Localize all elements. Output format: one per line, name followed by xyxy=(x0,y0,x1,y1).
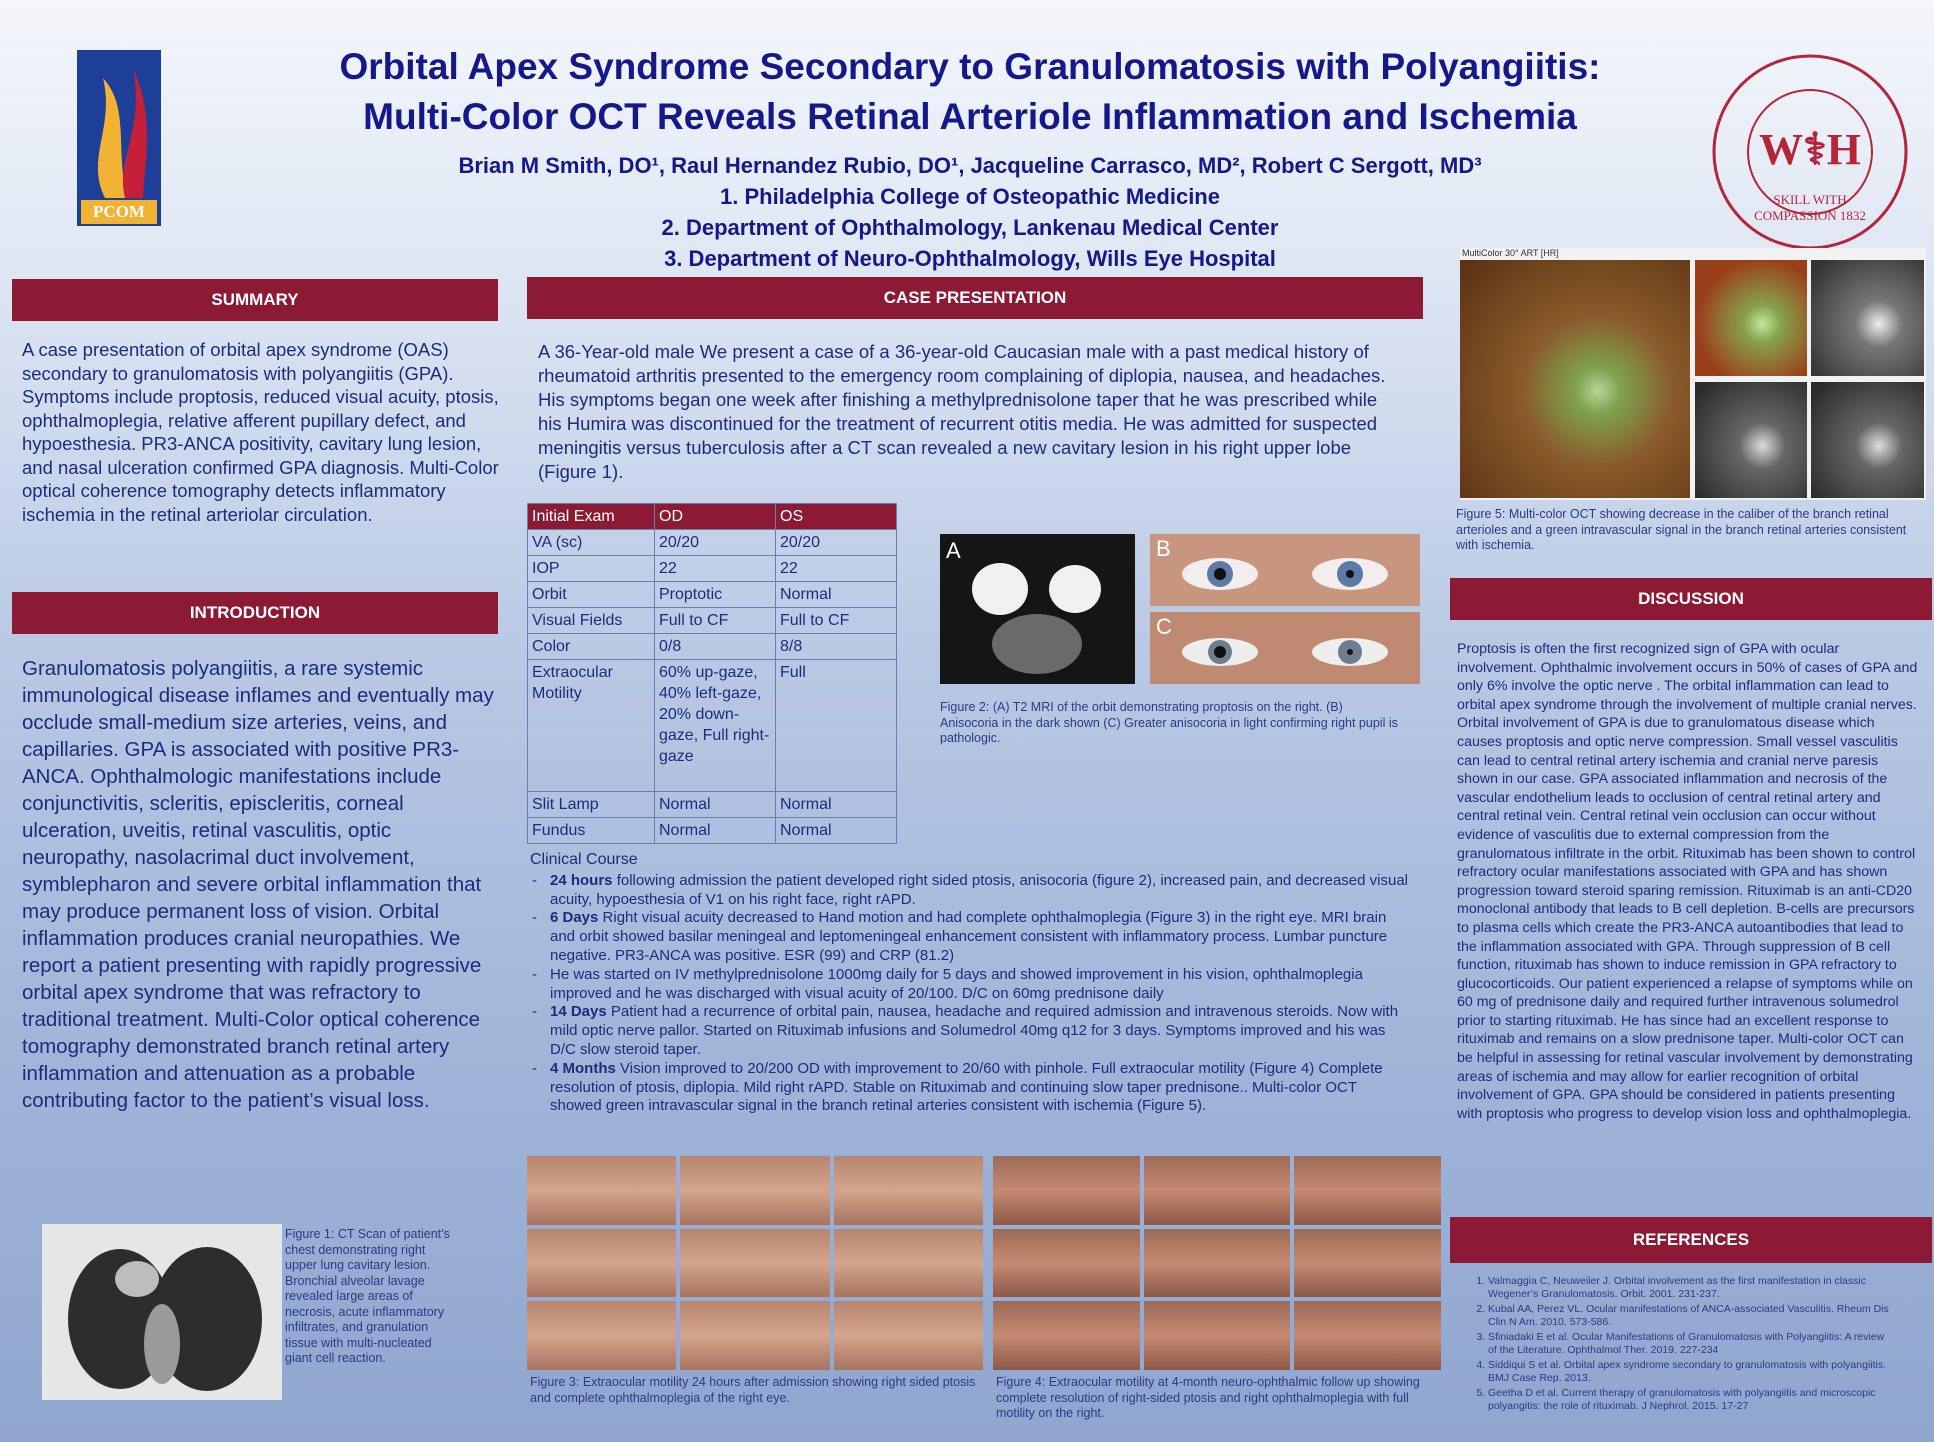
motility-photo xyxy=(1144,1301,1291,1370)
exam-cell: Full to CF xyxy=(776,608,897,634)
exam-cell: VA (sc) xyxy=(528,530,655,556)
motility-photo xyxy=(834,1156,983,1225)
case-text: A 36-Year-old male We present a case of a 36-year-old Caucasian male with a past medical history of rheumatoid arthritis presented to the emergency room complaining of diplopia, nausea, and headaches. His symptoms began one week after finishing a methylprednisolone taper that he was prescribed while his Humira was discontinued for the treatment of recurrent otitis media. He was admitted for suspected meningitis versus tuberculosis after a CT scan revealed a new cavitary lesion in his right upper lobe (Figure 1). xyxy=(538,341,1386,482)
figure5-caption-text: Multi-color OCT showing decrease in the caliber of the branch retinal arterioles and a green intravascular signal in the branch retinal arteries consistent with ischemia. xyxy=(1456,507,1907,552)
affiliation-2: 2. Department of Ophthalmology, Lankenau Medical Center xyxy=(661,215,1279,240)
course-text: He was started on IV methylprednisolone 1000mg daily for 5 days and showed improvement in his vision, ophthalmoplegia improved and he was discharged with visual acuity of 20/100. D/C on 60mg prednisone daily xyxy=(550,965,1363,1002)
figure3-caption-label: Figure 3: xyxy=(530,1375,580,1389)
title-line-1: Orbital Apex Syndrome Secondary to Granulomatosis with Polyangiitis: xyxy=(339,46,1601,87)
list-item xyxy=(550,872,1410,910)
figure2-caption-text: (A) T2 MRI of the orbit demonstrating proptosis on the right. (B) Anisocoria in the dark shown (C) Greater anisocoria in light confirming right pupil is pathologic. xyxy=(940,700,1398,745)
table-row xyxy=(528,818,897,844)
figure4-motility-grid xyxy=(993,1156,1441,1370)
reference-item: 3. Sfiniadaki E et al. Ocular Manifestations of Granulomatosis with Polyangiitis: A review of the Literature. Ophthalmol Ther. 2019. 227-234 xyxy=(1488,1331,1890,1357)
list-item xyxy=(550,966,1410,1004)
motility-photo xyxy=(1144,1229,1291,1298)
table-row xyxy=(528,634,897,660)
references-heading: REFERENCES xyxy=(1450,1217,1932,1263)
list-item xyxy=(550,1060,1410,1116)
introduction-text: Granulomatosis polyangiitis, a rare systemic immunological disease inflames and eventually may occlude small-medium size arteries, veins, and capillaries. GPA is associated with positive PR3-ANCA. Ophthalmologic manifestations include conjunctivitis, scleritis, episcleritis, corneal ulceration, uveitis, retinal vasculitis, optic neuropathy, nasolacrimal duct involvement, symblepharon and severe orbital inflammation that may produce permanent loss of vision. Orbital inflammation produces cranial neuropathies. We report a patient presenting with rapidly progressive orbital apex syndrome that was refractory to traditional treatment. Multi-Color optical coherence tomography demonstrated branch retinal artery inflammation and attenuation as a probable contributing factor to the patient’s visual loss. xyxy=(22,657,494,1112)
case-heading: CASE PRESENTATION xyxy=(527,277,1423,319)
exam-cell: 60% up-gaze, 40% left-gaze, 20% down-gaze, Full right-gaze xyxy=(655,660,776,792)
motility-photo xyxy=(680,1156,829,1225)
chest-ct-image xyxy=(42,1224,282,1400)
authors: Brian M Smith, DO¹, Raul Hernandez Rubio, DO¹, Jacqueline Carrasco, MD², Robert C Sergott, MD³ xyxy=(458,153,1482,178)
course-bold: 6 Days xyxy=(550,909,599,927)
pcom-logo xyxy=(75,48,163,228)
motility-photo xyxy=(834,1229,983,1298)
exam-cell: 8/8 xyxy=(776,634,897,660)
pcom-logo-text: PCOM xyxy=(93,202,145,221)
figure4-caption-text: Extraocular motility at 4-month neuro-ophthalmic follow up showing complete resolution of right-sided ptosis and right ophthalmoplegia with full motility on the right. xyxy=(996,1375,1420,1420)
exam-cell: Fundus xyxy=(528,818,655,844)
exam-cell: 20/20 xyxy=(776,530,897,556)
discussion-text: Proptosis is often the first recognized sign of GPA with ocular involvement. Ophthalmic involvement occurs in 50% of cases of GPA and only 6% involve the optic nerve . The orbital inflammation can lead to orbital apex syndrome through the involvement of multiple cranial nerves. Orbital involvement of GPA is due to granulomatous disease which causes proptosis and optic nerve compression. Small vessel vasculitis can lead to central retinal artery ischemia and cranial nerve paresis shown in our case. GPA associated inflammation and necrosis of the vascular endothelium leads to occlusion of central retinal artery and central retinal vein. Central retinal vein occlusion can occur without evidence of vasculitis due to external compression from the granulomatous infiltrate in the orbit. Rituximab has been shown to control refractory ocular manifestations associated with GPA and has shown progression toward steroid sparing remission. Rituximab is an anti-CD20 monoclonal antibody that leads to B cell depletion. B-cells are precursors to plasma cells which create the PR3-ANCA autoantibodies that lead to the inflammation associated with GPA. Through suppression of B cell function, rituximab has shown to induce remission in GPA refractory to glucocorticoids. Our patient experienced a relapse of symptoms while on 60 mg of prednisone daily and required further intravenous solumedrol prior to starting rituximab. He has since had an excellent response to rituximab and remains on a slow prednisone taper. Multi-color OCT can be helpful in assessing for retinal vascular involvement by demonstrating areas of ischemia and may allow for earlier recognition of orbital involvement of GPA. GPA should be considered in patients presenting with proptosis who progress to develop vision loss and ophthalmoplegia. xyxy=(1457,641,1918,1122)
list-item xyxy=(550,1003,1410,1059)
reference-item: 1. Valmaggia C, Neuweiler J. Orbital involvement as the first manifestation in classic Wegener’s Granulomatosis. Orbit. 2001. 231-237. xyxy=(1488,1275,1890,1301)
figure2-caption-label: Figure 2: xyxy=(940,700,990,714)
course-bold: 14 Days xyxy=(550,1003,607,1021)
title-line-2: Multi-Color OCT Reveals Retinal Arteriole Inflammation and Ischemia xyxy=(363,96,1577,137)
motility-photo xyxy=(680,1229,829,1298)
mri-orbit-image xyxy=(940,534,1135,684)
motility-photo xyxy=(993,1156,1140,1225)
svg-text:W⚕H: W⚕H xyxy=(1758,125,1862,174)
exam-cell: Normal xyxy=(655,792,776,818)
course-text: Patient had a recurrence of orbital pain, nausea, headache and required admission and intravenous steroids. Now with mild optic nerve pallor. Started on Rituximab infusions and Solumedrol 40mg q12 for 3 days. Symptoms improved and his was D/C slow steroid taper. xyxy=(550,1003,1399,1058)
figure2-caption xyxy=(940,700,1400,747)
exam-cell: Visual Fields xyxy=(528,608,655,634)
figure1-caption-text: CT Scan of patient’s chest demonstrating right upper lung cavitary lesion. Bronchial alveolar lavage revealed large areas of necrosis, acute inflammatory infiltrates, and granulation tissue with multi-nucleated giant cell reaction. xyxy=(285,1227,450,1365)
reference-item: 5. Geetha D et al. Current therapy of granulomatosis with polyangiitis and microscopic polyangitis: the role of rituximab. J Nephrol. 2015. 17-27 xyxy=(1488,1387,1890,1413)
table-row xyxy=(528,660,897,792)
figure2-label-b: B xyxy=(1156,536,1171,561)
motility-photo xyxy=(1294,1229,1441,1298)
motility-photo xyxy=(1144,1156,1291,1225)
discussion-heading: DISCUSSION xyxy=(1450,578,1932,620)
exam-cell: 22 xyxy=(776,556,897,582)
figure5-caption xyxy=(1456,507,1926,554)
exam-header-os: OS xyxy=(776,504,897,530)
oct-thumbnail xyxy=(1811,260,1924,376)
exam-cell: Normal xyxy=(776,792,897,818)
motility-photo xyxy=(1294,1301,1441,1370)
course-text: Vision improved to 20/200 OD with improvement to 20/60 with pinhole. Full extraocular motility (Figure 4) Complete resolution of ptosis, diplopia. Mild right rAPD. Stable on Rituximab and continuing slow taper prednisone.. Multi-color OCT showed green intravascular signal in the branch retinal arteries consistent with ischemia (Figure 5). xyxy=(550,1059,1383,1115)
exam-cell: 0/8 xyxy=(655,634,776,660)
introduction-heading: INTRODUCTION xyxy=(12,592,498,634)
table-row xyxy=(528,608,897,634)
exam-cell: Color xyxy=(528,634,655,660)
exam-cell: Extraocular Motility xyxy=(528,660,655,792)
course-text: following admission the patient developed right sided ptosis, anisocoria (figure 2), increased pain, and decreased visual acuity, hypoesthesia of V1 on his right face, right rAPD. xyxy=(550,871,1408,908)
wills-eye-seal xyxy=(1700,52,1920,252)
exam-cell: Normal xyxy=(776,818,897,844)
affiliation-1: 1. Philadelphia College of Osteopathic Medicine xyxy=(720,184,1220,209)
motility-photo xyxy=(680,1301,829,1370)
exam-header-label: Initial Exam xyxy=(528,504,655,530)
exam-cell: IOP xyxy=(528,556,655,582)
motility-photo xyxy=(993,1229,1140,1298)
references-list xyxy=(1460,1275,1890,1415)
oct-thumbnail xyxy=(1811,382,1924,498)
motility-photo xyxy=(527,1156,676,1225)
motility-photo xyxy=(834,1301,983,1370)
course-bold: 24 hours xyxy=(550,871,613,889)
figure2-label-a: A xyxy=(946,538,961,563)
eyes-dark-photo xyxy=(1150,534,1420,606)
figure1-caption xyxy=(285,1227,460,1367)
exam-cell: Orbit xyxy=(528,582,655,608)
exam-cell: Proptotic xyxy=(655,582,776,608)
motility-photo xyxy=(993,1301,1140,1370)
oct-main-image xyxy=(1460,260,1690,498)
list-item xyxy=(550,909,1410,965)
figure1-caption-label: Figure 1: xyxy=(285,1227,335,1241)
exam-cell: Slit Lamp xyxy=(528,792,655,818)
oct-thumbnail xyxy=(1695,382,1807,498)
exam-cell: 22 xyxy=(655,556,776,582)
figure5-oct-panel xyxy=(1460,248,1926,500)
figure3-motility-grid xyxy=(527,1156,983,1370)
clinical-course-heading: Clinical Course xyxy=(530,851,638,868)
figure2-label-c: C xyxy=(1156,614,1172,639)
affiliation-3: 3. Department of Neuro-Ophthalmology, Wills Eye Hospital xyxy=(664,246,1276,271)
figure4-caption-label: Figure 4: xyxy=(996,1375,1046,1389)
exam-header-od: OD xyxy=(655,504,776,530)
summary-heading: SUMMARY xyxy=(12,279,498,321)
summary-text: A case presentation of orbital apex syndrome (OAS) secondary to granulomatosis with polyangiitis (GPA). Symptoms include proptosis, reduced visual acuity, ptosis, ophthalmoplegia, relative afferent pupillary defect, and hypoesthesia. PR3-ANCA positivity, cavitary lung lesion, and nasal ulceration confirmed GPA diagnosis. Multi-Color optical coherence tomography detects inflammatory ischemia in the retinal arteriolar circulation. xyxy=(22,339,499,525)
figure4-caption xyxy=(996,1375,1436,1422)
reference-item: 2. Kubal AA, Perez VL. Ocular manifestations of ANCA-associated Vasculitis. Rheum Dis Clin N Am. 2010. 573-586. xyxy=(1488,1303,1890,1329)
oct-label: MultiColor 30° ART [HR] xyxy=(1462,248,1559,258)
figure3-caption xyxy=(530,1375,985,1406)
motility-photo xyxy=(1294,1156,1441,1225)
figure5-caption-label: Figure 5: xyxy=(1456,507,1506,521)
exam-cell: Full to CF xyxy=(655,608,776,634)
table-row xyxy=(528,792,897,818)
exam-cell: Normal xyxy=(655,818,776,844)
exam-cell: Normal xyxy=(776,582,897,608)
course-bold: 4 Months xyxy=(550,1059,616,1077)
motility-photo xyxy=(527,1301,676,1370)
poster-title xyxy=(240,42,1700,142)
initial-exam-table xyxy=(527,503,897,844)
table-row xyxy=(528,530,897,556)
eyes-light-photo xyxy=(1150,612,1420,684)
reference-item: 4. Siddiqui S et al. Orbital apex syndrome secondary to granulomatosis with polyangiitis. BMJ Case Rep. 2013. xyxy=(1488,1359,1890,1385)
course-text: Right visual acuity decreased to Hand motion and had complete ophthalmoplegia (Figure 3) in the right eye. MRI brain and orbit showed basilar meningeal and leptomeningeal enhancement consistent with inflammatory process. Lumbar puncture negative. PR3-ANCA was positive. ESR (99) and CRP (81.2) xyxy=(550,909,1388,964)
exam-cell: Full xyxy=(776,660,897,792)
oct-thumbnail xyxy=(1695,260,1807,376)
seal-text: SKILL WITH COMPASSION 1832 xyxy=(1754,192,1866,223)
table-row xyxy=(528,582,897,608)
exam-cell: 20/20 xyxy=(655,530,776,556)
motility-photo xyxy=(527,1229,676,1298)
table-row xyxy=(528,556,897,582)
clinical-course xyxy=(530,851,1410,1116)
figure3-caption-text: Extraocular motility 24 hours after admission showing right sided ptosis and complete ophthalmoplegia of the right eye. xyxy=(530,1375,976,1405)
